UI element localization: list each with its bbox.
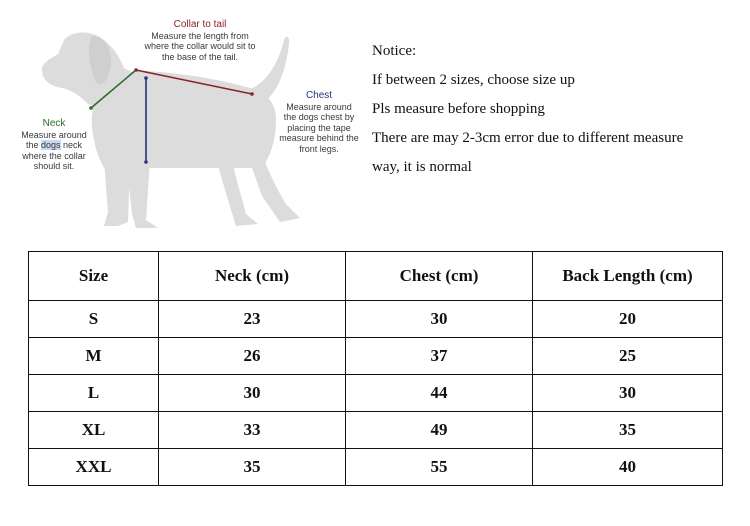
notice-line: Pls measure before shopping <box>372 101 545 117</box>
table-row <box>29 449 723 486</box>
cell-back-length: 30 <box>533 375 723 412</box>
table-row <box>29 375 723 412</box>
chest-desc-line: measure behind the <box>279 133 359 143</box>
cell-size: M <box>29 338 159 375</box>
size-chart-table <box>28 251 723 486</box>
neck-desc-pre: the <box>25 140 41 150</box>
table-row <box>29 338 723 375</box>
cell-size: XL <box>29 412 159 449</box>
dog-measurement-diagram <box>0 0 365 240</box>
cell-back-length: 35 <box>533 412 723 449</box>
cell-chest: 37 <box>346 338 533 375</box>
header-size: Size <box>29 252 159 301</box>
neck-desc-highlight: dogs <box>40 140 61 150</box>
neck-desc-line: should sit. <box>33 161 75 171</box>
cell-size: L <box>29 375 159 412</box>
neck-desc-post: neck <box>60 140 83 150</box>
neck-desc-line <box>16 140 92 151</box>
cell-chest: 44 <box>346 375 533 412</box>
table-header-row <box>29 252 723 301</box>
notice-line: There are may 2-3cm error due to different measure <box>372 130 684 146</box>
chest-line-top-dot <box>144 76 148 80</box>
cell-neck: 30 <box>159 375 346 412</box>
cell-neck: 33 <box>159 412 346 449</box>
table-row <box>29 301 723 338</box>
header-back-length: Back Length (cm) <box>533 252 723 301</box>
chest-desc-line: the dogs chest by <box>283 112 355 122</box>
collar-to-tail-desc-line: Measure the length from <box>151 30 249 41</box>
notice-line: way, it is normal <box>372 159 472 175</box>
collar-to-tail-desc-line: the base of the tail. <box>161 51 239 62</box>
chest-heading: Chest <box>305 90 333 101</box>
cell-neck: 35 <box>159 449 346 486</box>
chest-desc-line: front legs. <box>299 143 339 154</box>
chest-desc-line: Measure around <box>286 101 352 112</box>
header-chest: Chest (cm) <box>346 252 533 301</box>
chest-label <box>275 91 363 154</box>
cell-chest: 30 <box>346 301 533 338</box>
notice-block <box>372 37 748 182</box>
cell-chest: 49 <box>346 412 533 449</box>
cell-neck: 26 <box>159 338 346 375</box>
header-neck: Neck (cm) <box>159 252 346 301</box>
cell-neck: 23 <box>159 301 346 338</box>
collar-line-end-dot <box>250 92 254 96</box>
cell-back-length: 40 <box>533 449 723 486</box>
notice-title: Notice: <box>372 43 417 59</box>
chest-line-bottom-dot <box>144 160 148 164</box>
cell-back-length: 25 <box>533 338 723 375</box>
neck-desc-line: Measure around <box>21 129 87 140</box>
neck-desc-line: where the collar <box>22 150 86 161</box>
cell-back-length: 20 <box>533 301 723 338</box>
table-row <box>29 412 723 449</box>
neck-label <box>16 119 92 172</box>
collar-to-tail-desc-line: where the collar would sit to <box>144 41 256 51</box>
cell-size: S <box>29 301 159 338</box>
cell-size: XXL <box>29 449 159 486</box>
neck-line-dot <box>89 106 93 110</box>
notice-line: If between 2 sizes, choose size up <box>372 72 575 88</box>
cell-chest: 55 <box>346 449 533 486</box>
collar-to-tail-label <box>135 20 265 62</box>
chest-desc-line: placing the tape <box>287 122 351 133</box>
collar-to-tail-heading: Collar to tail <box>173 19 227 30</box>
neck-heading: Neck <box>42 118 66 129</box>
